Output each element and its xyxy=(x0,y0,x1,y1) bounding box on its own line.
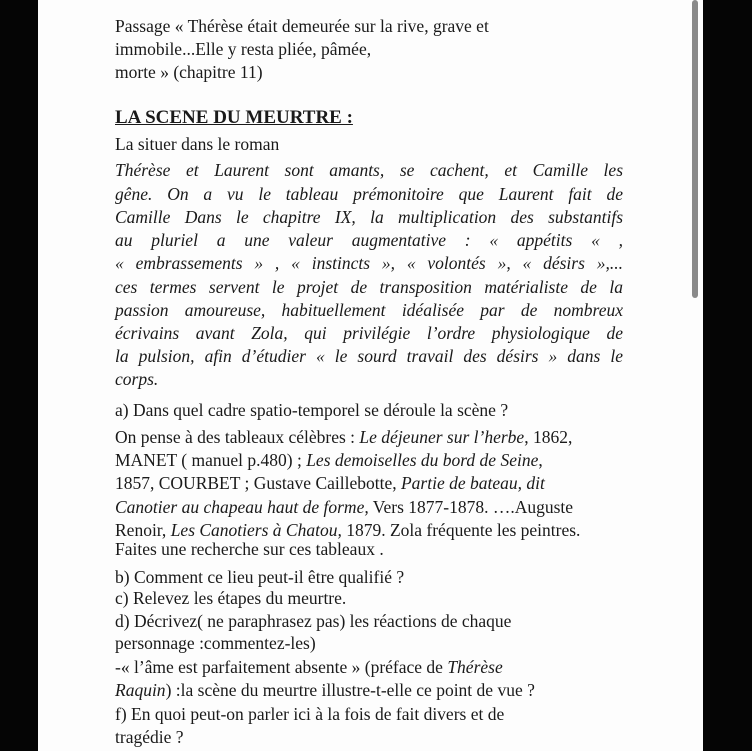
text-line xyxy=(115,39,371,59)
text-segment: 1879. Zola fréquente les peintres. xyxy=(341,520,581,540)
text-segment: La situer dans le roman xyxy=(115,134,280,154)
italic-text: Canotier au chapeau haut de forme, xyxy=(115,497,369,517)
italic-text: Le déjeuner sur l’herbe xyxy=(359,427,525,447)
text-line xyxy=(115,473,545,493)
italic-text: corps. xyxy=(115,369,159,389)
italic-text: Partie de bateau, dit xyxy=(400,473,545,493)
text-segment: a) Dans quel cadre spatio-temporel se déroule la scène ? xyxy=(115,400,509,420)
text-segment: f) En quoi peut-on parler ici à la fois de fait divers et de xyxy=(115,704,505,724)
text-line xyxy=(115,680,535,700)
text-line xyxy=(115,727,184,747)
text-segment: c) Relevez les étapes du meurtre. xyxy=(115,588,347,608)
text-line xyxy=(115,633,316,653)
text-segment: Vers 1877-1878. ….Auguste xyxy=(368,497,574,517)
text-segment: tragédie ? xyxy=(115,727,184,747)
italic-text: Les Canotiers à Chatou, xyxy=(170,520,342,540)
text-segment: -« l’âme est parfaitement absente » (préface de xyxy=(115,657,448,677)
italic-text: écrivains avant Zola, qui privilégie l’ordre physiologique de xyxy=(115,323,623,343)
italic-text: Thérèse et Laurent sont amants, se cachent, et Camille les xyxy=(115,160,623,180)
text-segment: , xyxy=(538,450,543,470)
italic-text: Les demoiselles du bord de Seine xyxy=(306,450,539,470)
text-line xyxy=(115,427,572,447)
text-line xyxy=(115,207,623,227)
text-segment: immobile...Elle y resta pliée, pâmée, xyxy=(115,39,372,59)
text-line xyxy=(115,539,384,559)
text-line xyxy=(115,611,511,631)
italic-text: Thérèse xyxy=(447,657,503,677)
italic-text: ces termes servent le projet de transposition matérialiste de la xyxy=(115,277,623,297)
italic-text: Raquin xyxy=(115,680,166,700)
text-segment: On pense à des tableaux célèbres : xyxy=(115,427,360,447)
text-segment: b) Comment ce lieu peut-il être qualifié ? xyxy=(115,567,405,587)
text-segment: ) :la scène du meurtre illustre-t-elle ce point de vue ? xyxy=(165,680,535,700)
text-segment: morte » (chapitre 11) xyxy=(115,62,263,82)
italic-text: passion amoureuse, habituellement idéalisée par de nombreux xyxy=(115,300,623,320)
text-segment: personnage :commentez-les) xyxy=(115,633,316,653)
text-segment: Renoir, xyxy=(115,520,171,540)
text-line xyxy=(115,450,543,470)
vertical-scrollbar[interactable] xyxy=(692,0,698,298)
italic-text: Camille Dans le chapitre IX, la multiplication des substantifs xyxy=(115,207,623,227)
text-line xyxy=(115,277,623,297)
text-line xyxy=(115,300,623,320)
text-segment: 1857, COURBET ; Gustave Caillebotte, xyxy=(115,473,401,493)
text-segment: , 1862, xyxy=(524,427,573,447)
text-segment: d) Décrivez( ne paraphrasez pas) les réactions de chaque xyxy=(115,611,512,631)
text-line xyxy=(115,323,623,343)
text-line xyxy=(115,497,573,517)
text-line xyxy=(115,184,623,204)
text-segment: LA SCENE DU MEURTRE : xyxy=(115,107,353,128)
text-line xyxy=(115,160,623,180)
text-line xyxy=(115,520,580,540)
italic-text: gêne. On a vu le tableau prémonitoire que Laurent fait de xyxy=(115,184,623,204)
text-line xyxy=(115,369,158,389)
text-line xyxy=(115,567,404,587)
italic-text: la pulsion, afin d’étudier « le sourd travail des désirs » dans le xyxy=(115,346,623,366)
text-line xyxy=(115,657,503,677)
text-line xyxy=(115,704,504,724)
text-line xyxy=(115,134,279,154)
text-line xyxy=(115,400,508,420)
text-line xyxy=(115,16,489,36)
text-segment: Faites une recherche sur ces tableaux . xyxy=(115,539,384,559)
text-segment: Passage « Thérèse était demeurée sur la rive, grave et xyxy=(115,16,489,36)
italic-text: au pluriel a une valeur augmentative : « appétits « , xyxy=(115,230,623,250)
italic-text: « embrassements » , « instincts », « volontés », « désirs »,... xyxy=(115,253,623,273)
text-line xyxy=(115,346,623,366)
section-heading xyxy=(115,108,353,128)
text-line xyxy=(115,62,263,82)
text-line xyxy=(115,253,623,273)
text-segment: MANET ( manuel p.480) ; xyxy=(115,450,307,470)
text-line xyxy=(115,230,623,250)
text-line xyxy=(115,588,346,608)
